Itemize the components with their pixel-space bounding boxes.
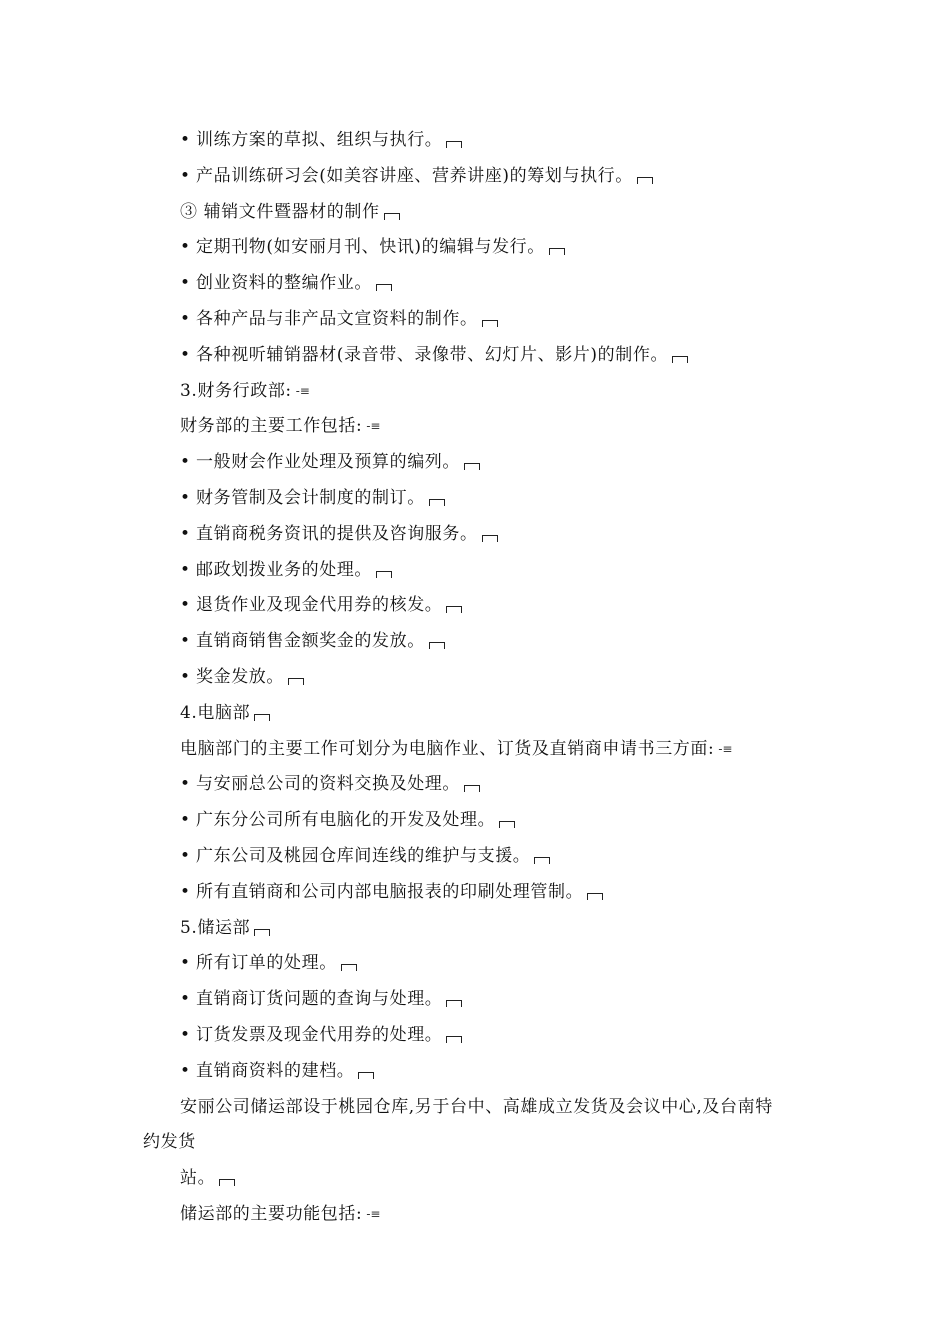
line-break-mark-icon (446, 1000, 462, 1007)
text-line (180, 1200, 380, 1228)
line-text: 广东公司及桃园仓库间连线的维护与支援。 (196, 846, 531, 866)
text-line (180, 126, 462, 154)
text-line (180, 412, 380, 440)
bullet-icon: • (180, 237, 191, 258)
text-line (180, 806, 515, 834)
line-text: 训练方案的草拟、组织与执行。 (196, 130, 443, 150)
line-text: 产品训练研习会(如美容讲座、营养讲座)的筹划与执行。 (196, 165, 633, 186)
bullet-icon: • (180, 1060, 191, 1081)
bullet-icon: • (180, 452, 191, 473)
paragraph-mark-icon: -≡ (366, 1207, 381, 1221)
line-text: 站。 (180, 1168, 216, 1189)
text-line (180, 627, 445, 655)
line-text: 直销商税务资讯的提供及咨询服务。 (196, 523, 478, 544)
line-break-mark-icon (672, 356, 688, 363)
line-break-mark-icon (549, 248, 565, 255)
text-line (180, 663, 304, 691)
line-break-mark-icon (499, 821, 515, 828)
line-break-mark-icon (358, 1072, 374, 1079)
line-break-mark-icon (446, 141, 462, 148)
line-text: 电脑部门的主要工作可划分为电脑作业、订货及直销商申请书三方面: (180, 738, 715, 759)
line-break-mark-icon (464, 463, 480, 470)
text-line (180, 1164, 235, 1192)
bullet-icon: • (180, 523, 191, 544)
text-line (180, 377, 310, 405)
bullet-icon: • (180, 1025, 191, 1045)
line-break-mark-icon (376, 571, 392, 578)
line-text: 各种产品与非产品文宣资料的制作。 (196, 309, 478, 329)
bullet-icon: • (180, 309, 191, 329)
line-break-mark-icon (254, 714, 270, 721)
bullet-icon: • (180, 989, 191, 1010)
text-line (180, 1021, 462, 1049)
text-line (180, 198, 400, 226)
text-line (180, 484, 445, 512)
line-text: 直销商订货问题的查询与处理。 (196, 989, 443, 1010)
bullet-icon: • (180, 559, 191, 580)
bullet-icon: • (180, 631, 191, 652)
line-text: 储运部的主要功能包括: (180, 1204, 363, 1224)
line-text: 创业资料的整编作业。 (196, 273, 372, 294)
line-text: 与安丽总公司的资料交换及处理。 (196, 774, 460, 795)
line-text: 定期刊物(如安丽月刊、快讯)的编辑与发行。 (196, 237, 545, 258)
text-line (180, 949, 357, 977)
text-line (180, 269, 392, 297)
bullet-icon: • (180, 881, 191, 902)
line-break-mark-icon (288, 678, 304, 685)
line-break-mark-icon (637, 177, 653, 184)
bullet-icon: • (180, 344, 191, 365)
text-line (180, 914, 270, 942)
bullet-icon: • (180, 130, 191, 150)
line-text: 广东分公司所有电脑化的开发及处理。 (196, 810, 496, 831)
text-line (143, 1128, 196, 1156)
line-break-mark-icon (446, 606, 462, 613)
line-text: 直销商资料的建档。 (196, 1060, 355, 1081)
line-break-mark-icon (384, 213, 400, 220)
line-break-mark-icon (219, 1179, 235, 1186)
paragraph-mark-icon: -≡ (718, 741, 733, 756)
bullet-icon: • (180, 774, 191, 795)
text-line (180, 448, 480, 476)
line-text: 直销商销售金额奖金的发放。 (196, 631, 425, 652)
line-text: 3.财务行政部: (180, 380, 292, 401)
text-line (180, 699, 270, 727)
text-line (180, 233, 565, 261)
line-text: 邮政划拨业务的处理。 (196, 559, 372, 580)
line-text: 一般财会作业处理及预算的编列。 (196, 452, 460, 473)
bullet-icon: • (180, 488, 191, 508)
line-break-mark-icon (376, 284, 392, 291)
bullet-icon: • (180, 846, 191, 866)
text-line (180, 842, 550, 870)
bullet-icon: • (180, 273, 191, 294)
bullet-icon: • (180, 810, 191, 831)
bullet-icon: • (180, 595, 191, 616)
line-text: ③ 辅销文件暨器材的制作 (180, 201, 380, 222)
text-line (180, 162, 653, 190)
text-line (180, 341, 688, 369)
line-text: 退货作业及现金代用券的核发。 (196, 595, 443, 616)
line-break-mark-icon (429, 499, 445, 506)
text-line (180, 985, 462, 1013)
bullet-icon: • (180, 953, 191, 974)
line-break-mark-icon (587, 893, 603, 900)
line-break-mark-icon (446, 1036, 462, 1043)
text-line (180, 591, 462, 619)
bullet-icon: • (180, 165, 191, 186)
paragraph-mark-icon: -≡ (295, 383, 310, 398)
line-text: 5.储运部 (180, 917, 251, 938)
line-break-mark-icon (534, 857, 550, 864)
text-line (180, 735, 732, 763)
line-text: 订货发票及现金代用券的处理。 (196, 1025, 443, 1045)
text-line (180, 1093, 773, 1121)
text-line (180, 1057, 374, 1085)
line-text: 所有订单的处理。 (196, 953, 337, 974)
line-text: 财务部的主要工作包括: (180, 416, 363, 437)
line-text: 奖金发放。 (196, 667, 284, 687)
line-text: 各种视听辅销器材(录音带、录像带、幻灯片、影片)的制作。 (196, 344, 669, 365)
paragraph-mark-icon: -≡ (366, 419, 381, 434)
line-break-mark-icon (464, 785, 480, 792)
line-break-mark-icon (341, 964, 357, 971)
line-text: 所有直销商和公司内部电脑报表的印刷处理管制。 (196, 881, 584, 902)
line-text: 4.电脑部 (180, 702, 251, 723)
line-break-mark-icon (482, 320, 498, 327)
text-line (180, 305, 498, 333)
line-break-mark-icon (254, 929, 270, 936)
bullet-icon: • (180, 667, 191, 687)
line-break-mark-icon (429, 642, 445, 649)
line-text: 安丽公司储运部设于桃园仓库,另于台中、高雄成立发货及会议中心,及台南特 (180, 1096, 773, 1117)
text-line (180, 520, 498, 548)
line-text: 约发货 (143, 1132, 196, 1153)
line-text: 财务管制及会计制度的制订。 (196, 488, 425, 508)
line-break-mark-icon (482, 535, 498, 542)
text-line (180, 770, 480, 798)
text-line (180, 878, 603, 906)
text-line (180, 556, 392, 584)
